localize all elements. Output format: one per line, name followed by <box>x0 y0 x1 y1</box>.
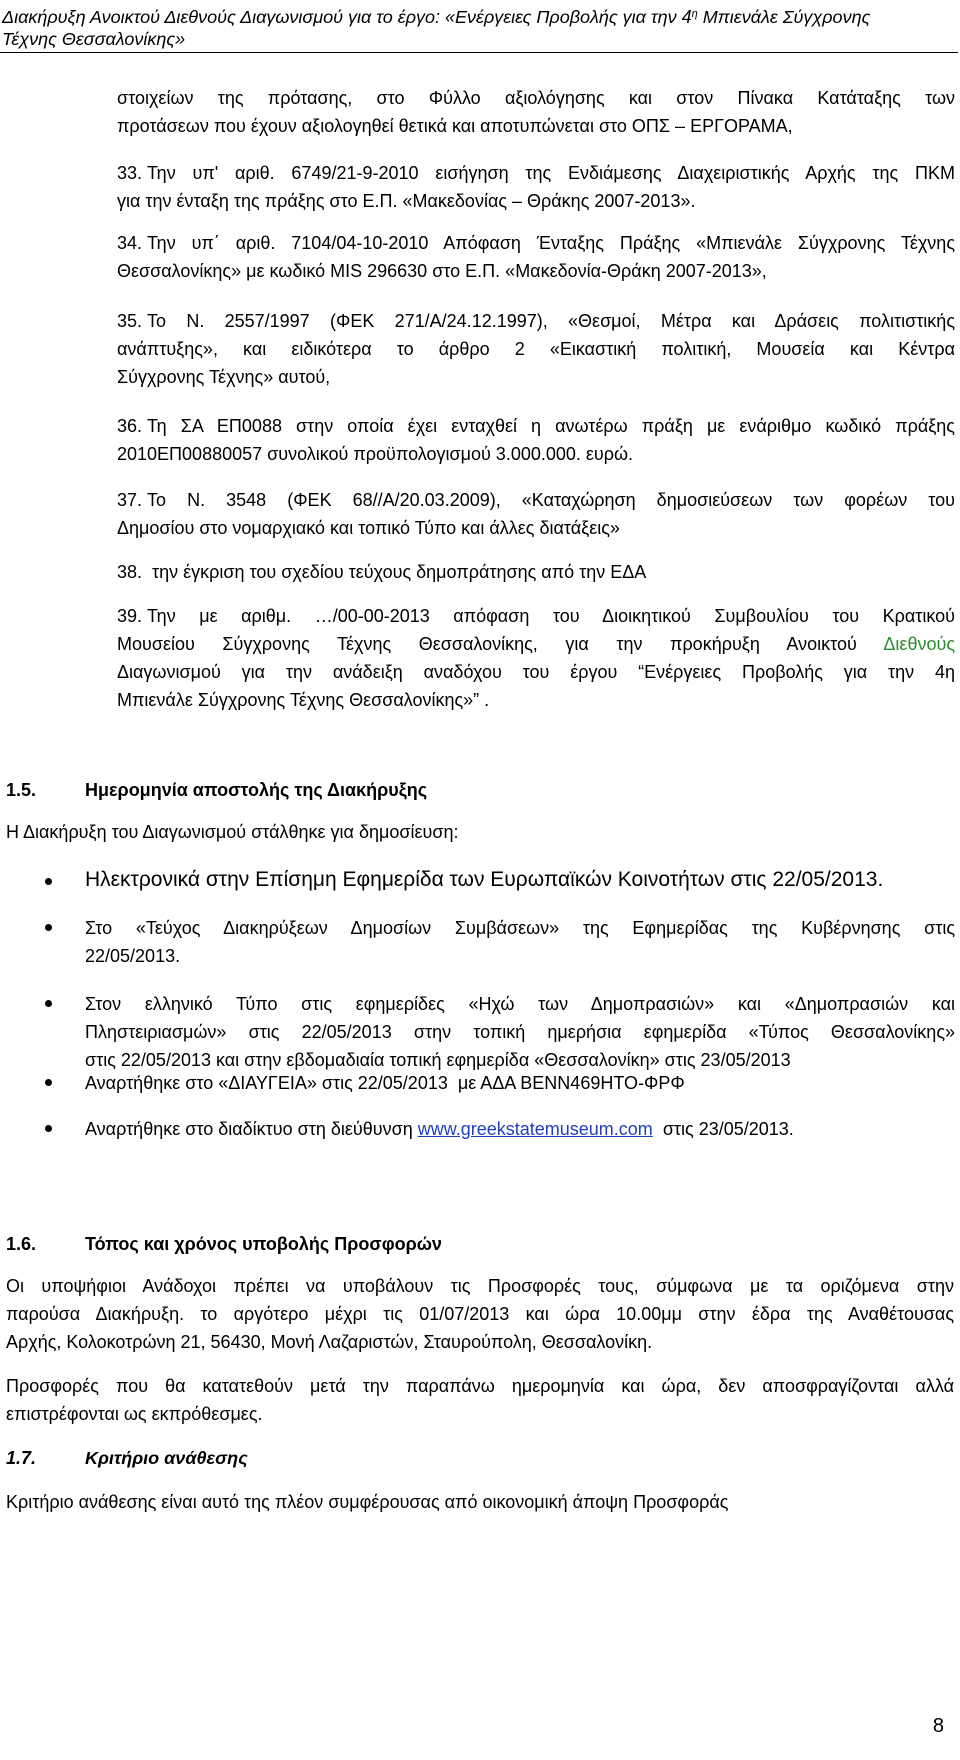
list-continuation-line: προτάσεων που έχουν αξιολογηθεί θετικά και αποτυπώνεται στο ΟΠΣ – ΕΡΓΟΡΑΜΑ, <box>117 116 793 136</box>
section-intro: Η Διακήρυξη του Διαγωνισμού στάλθηκε για δημοσίευση: <box>6 822 459 842</box>
list-item-line: Διαγωνισμού για την ανάδειξη αναδόχου του έργου “Ενέργειες Προβολής για την 4η <box>117 662 955 682</box>
bullet-dot <box>45 878 52 885</box>
list-item-number: 35. <box>117 311 143 331</box>
header-superscript: η <box>691 8 698 20</box>
highlighted-word: Διεθνούς <box>883 634 955 654</box>
bullet-text: Αναρτήθηκε στο «ΔΙΑΥΓΕΙΑ» στις 22/05/2013 με ΑΔΑ ΒΕΝΝ469ΗΤΟ-ΦΡΦ <box>85 1073 685 1093</box>
bullet-dot <box>45 1079 52 1086</box>
list-item-line: ανάπτυξης», και ειδικότερα το άρθρο 2 «Εικαστική πολιτική, Μουσεία και Κέντρα <box>117 339 955 359</box>
list-item-line: Το Ν. 2557/1997 (ΦΕΚ 271/Α/24.12.1997), «Θεσμοί, Μέτρα και Δράσεις πολιτιστικής <box>147 311 955 331</box>
list-item-line: Την υπ' αριθ. 6749/21-9-2010 εισήγηση της Ενδιάμεσης Διαχειριστικής Αρχής της ΠΚΜ <box>147 163 955 183</box>
bullet-text: Ηλεκτρονικά στην Επίσημη Εφημερίδα των Ευρωπαϊκών Κοινοτήτων στις 22/05/2013. <box>85 868 884 891</box>
header-line-2: Τέχνης Θεσσαλονίκης» <box>2 29 186 49</box>
section-number: 1.6. <box>6 1234 37 1254</box>
list-item-line: Σύγχρονης Τέχνης» αυτού, <box>117 367 331 387</box>
section-title: Ημερομηνία αποστολής της Διακήρυξης <box>85 780 428 800</box>
bullet-text-part: στις 23/05/2013. <box>652 1119 794 1139</box>
list-item-text: Μουσείου Σύγχρονης Τέχνης Θεσσαλονίκης, για την προκήρυξη Ανοικτού <box>117 634 884 654</box>
paragraph-line: παρούσα Διακήρυξη. το αργότερο μέχρι τις 01/07/2013 και ώρα 10.00μμ στην έδρα της Αναθέτουσας <box>6 1304 954 1324</box>
header-line-1 <box>2 2 870 30</box>
paragraph-line: Οι υποψήφιοι Ανάδοχοι πρέπει να υποβάλουν τις Προσφορές τους, σύμφωνα με τα οριζόμενα στην <box>6 1276 954 1296</box>
list-item-line: την έγκριση του σχεδίου τεύχους δημοπράτησης από την ΕΔΑ <box>147 562 647 582</box>
list-item-line: Θεσσαλονίκης» με κωδικό MIS 296630 στο Ε.Π. «Μακεδονία-Θράκη 2007-2013», <box>117 261 767 281</box>
section-title: Τόπος και χρόνος υποβολής Προσφορών <box>85 1234 442 1254</box>
paragraph-line: Αρχής, Κολοκοτρώνη 21, 56430, Μονή Λαζαριστών, Σταυρούπολη, Θεσσαλονίκη. <box>6 1332 653 1352</box>
list-item-line: για την ένταξη της πράξης στο Ε.Π. «Μακεδονίας – Θράκης 2007-2013». <box>117 191 696 211</box>
website-link[interactable]: www.greekstatemuseum.com <box>417 1119 653 1139</box>
section-number: 1.7. <box>6 1448 37 1468</box>
paragraph-line: Κριτήριο ανάθεσης είναι αυτό της πλέον συμφέρουσας από οικονομική άποψη Προσφοράς <box>6 1492 729 1512</box>
section-title: Κριτήριο ανάθεσης <box>85 1448 248 1468</box>
list-item-line <box>117 630 955 658</box>
page-number: 8 <box>932 1715 944 1737</box>
list-item-number: 39. <box>117 606 143 626</box>
list-item-line: Μπιενάλε Σύγχρονης Τέχνης Θεσσαλονίκης»” . <box>117 690 490 710</box>
bullet-text <box>85 1115 955 1143</box>
page-header <box>0 0 958 53</box>
bullet-text: 22/05/2013. <box>85 946 181 966</box>
bullet-dot <box>45 924 52 931</box>
list-item-number: 36. <box>117 416 143 436</box>
list-item-number: 38. <box>117 562 143 582</box>
list-item-line: Τη ΣΑ ΕΠ0088 στην οποία έχει ενταχθεί η ανωτέρω πράξη με ενάριθμο κωδικό πράξης <box>147 416 955 436</box>
list-item-number: 33. <box>117 163 143 183</box>
bullet-text: στις 22/05/2013 και στην εβδομαδιαία τοπική εφημερίδα «Θεσσαλονίκη» στις 23/05/2013 <box>85 1050 791 1070</box>
list-item-line: Την υπ΄ αριθ. 7104/04-10-2010 Απόφαση Ένταξης Πράξης «Μπιενάλε Σύγχρονης Τέχνης <box>147 233 955 253</box>
bullet-text: Στον ελληνικό Τύπο στις εφημερίδες «Ηχώ των Δημοπρασιών» και «Δημοπρασιών και <box>85 994 955 1014</box>
list-continuation-line: στοιχείων της πρότασης, στο Φύλλο αξιολόγησης και στον Πίνακα Κατάταξης των <box>117 88 955 108</box>
bullet-dot <box>45 1000 52 1007</box>
section-number: 1.5. <box>6 780 37 800</box>
list-item-number: 34. <box>117 233 143 253</box>
list-item-line: Το Ν. 3548 (ΦΕΚ 68//Α/20.03.2009), «Καταχώρηση δημοσιεύσεων των φορέων του <box>147 490 955 510</box>
paragraph-line: επιστρέφονται ως εκπρόθεσμες. <box>6 1404 263 1424</box>
bullet-dot <box>45 1125 52 1132</box>
list-item-line: Την με αριθμ. …/00-00-2013 απόφαση του Διοικητικού Συμβουλίου του Κρατικού <box>147 606 955 626</box>
header-text-b: Μπιενάλε Σύγχρονης <box>697 7 871 27</box>
header-text-a: Διακήρυξη Ανοικτού Διεθνούς Διαγωνισμού για το έργο: «Ενέργειες Προβολής για την 4 <box>2 7 692 27</box>
paragraph-line: Προσφορές που θα κατατεθούν μετά την παραπάνω ημερομηνία και ώρα, δεν αποσφραγίζονται αλλά <box>6 1376 954 1396</box>
bullet-text: Πληστειριασμών» στις 22/05/2013 στην τοπική ημερήσια εφημερίδα «Τύπος Θεσσαλονίκης» <box>85 1022 955 1042</box>
list-item-line: 2010ΕΠ00880057 συνολικού προϋπολογισμού 3.000.000. ευρώ. <box>117 444 634 464</box>
bullet-text: Στο «Τεύχος Διακηρύξεων Δημοσίων Συμβάσεων» της Εφημερίδας της Κυβέρνησης στις <box>85 918 955 938</box>
bullet-text-part: Αναρτήθηκε στο διαδίκτυο στη διεύθυνση <box>85 1119 418 1139</box>
list-item-line: Δημοσίου στο νομαρχιακό και τοπικό Τύπο και άλλες διατάξεις» <box>117 518 620 538</box>
list-item-number: 37. <box>117 490 143 510</box>
